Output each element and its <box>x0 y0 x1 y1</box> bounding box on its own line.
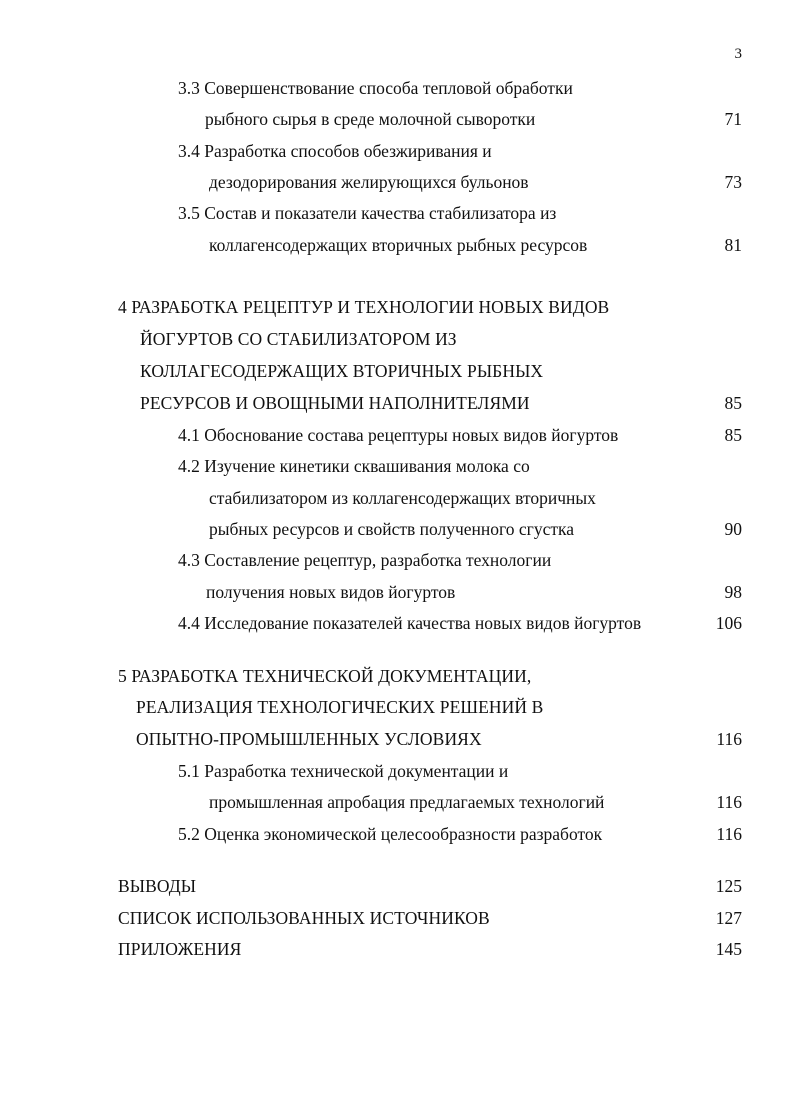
toc-chapter-5-line2: РЕАЛИЗАЦИЯ ТЕХНОЛОГИЧЕСКИХ РЕШЕНИЙ В <box>136 697 544 717</box>
toc-chapter-5-line1: 5 РАЗРАБОТКА ТЕХНИЧЕСКОЙ ДОКУМЕНТАЦИИ, <box>118 666 532 686</box>
toc-entry-5-2-page: 116 <box>716 824 742 844</box>
toc-entry-5-1-line2: промышленная апробация предлагаемых технологий <box>209 792 605 812</box>
toc-entry-4-2-line2: стабилизатором из коллагенсодержащих вторичных <box>209 488 596 508</box>
toc-appendices-page: 145 <box>715 939 742 959</box>
toc-entry-4-3-line1: 4.3 Составление рецептур, разработка технологии <box>178 550 552 570</box>
toc-entry-4-1-page: 85 <box>724 425 742 445</box>
toc-chapter-4-line4: РЕСУРСОВ И ОВОЩНЫМИ НАПОЛНИТЕЛЯМИ <box>140 393 530 413</box>
toc-chapter-4-line2: ЙОГУРТОВ СО СТАБИЛИЗАТОРОМ ИЗ <box>140 329 457 349</box>
toc-entry-3-3-line1: 3.3 Совершенствование способа тепловой обработки <box>178 78 573 98</box>
toc-references-page: 127 <box>715 908 742 928</box>
toc-entry-5-1-line1: 5.1 Разработка технической документации и <box>178 761 509 781</box>
toc-entry-3-3-page: 71 <box>724 109 742 129</box>
toc-entry-4-1-line1: 4.1 Обоснование состава рецептуры новых видов йогуртов <box>178 425 619 445</box>
toc-entry-3-5-line2: коллагенсодержащих вторичных рыбных ресурсов <box>209 235 588 255</box>
toc-entry-4-4-page: 106 <box>715 613 742 633</box>
page-number: 3 <box>734 46 742 62</box>
toc-entry-4-3-line2: получения новых видов йогуртов <box>206 582 456 602</box>
toc-entry-3-4-page: 73 <box>724 172 742 192</box>
toc-entry-3-4-line1: 3.4 Разработка способов обезжиривания и <box>178 141 492 161</box>
toc-references: СПИСОК ИСПОЛЬЗОВАННЫХ ИСТОЧНИКОВ <box>118 908 490 928</box>
toc-chapter-4-page: 85 <box>724 393 742 413</box>
toc-chapter-5-page: 116 <box>716 729 742 749</box>
toc-entry-3-5-line1: 3.5 Состав и показатели качества стабилизатора из <box>178 203 557 223</box>
toc-entry-4-2-line1: 4.2 Изучение кинетики сквашивания молока со <box>178 456 530 476</box>
toc-entry-4-2-page: 90 <box>724 519 742 539</box>
toc-chapter-4-line1: 4 РАЗРАБОТКА РЕЦЕПТУР И ТЕХНОЛОГИИ НОВЫХ ВИДОВ <box>118 297 610 317</box>
toc-entry-4-4-line1: 4.4 Исследование показателей качества новых видов йогуртов <box>178 613 642 633</box>
toc-conclusions: ВЫВОДЫ <box>118 876 197 896</box>
toc-entry-5-1-page: 116 <box>716 792 742 812</box>
toc-appendices: ПРИЛОЖЕНИЯ <box>118 939 242 959</box>
toc-entry-4-2-line3: рыбных ресурсов и свойств полученного сгустка <box>209 519 575 539</box>
toc-chapter-5-line3: ОПЫТНО-ПРОМЫШЛЕННЫХ УСЛОВИЯХ <box>136 729 482 749</box>
toc-entry-4-3-page: 98 <box>724 582 742 602</box>
toc-entry-3-4-line2: дезодорирования желирующихся бульонов <box>209 172 529 192</box>
toc-entry-3-3-line2: рыбного сырья в среде молочной сыворотки <box>205 109 536 129</box>
toc-entry-5-2-line1: 5.2 Оценка экономической целесообразности разработок <box>178 824 603 844</box>
toc-chapter-4-line3: КОЛЛАГЕСОДЕРЖАЩИХ ВТОРИЧНЫХ РЫБНЫХ <box>140 361 544 381</box>
toc-conclusions-page: 125 <box>715 876 742 896</box>
toc-entry-3-5-page: 81 <box>724 235 742 255</box>
